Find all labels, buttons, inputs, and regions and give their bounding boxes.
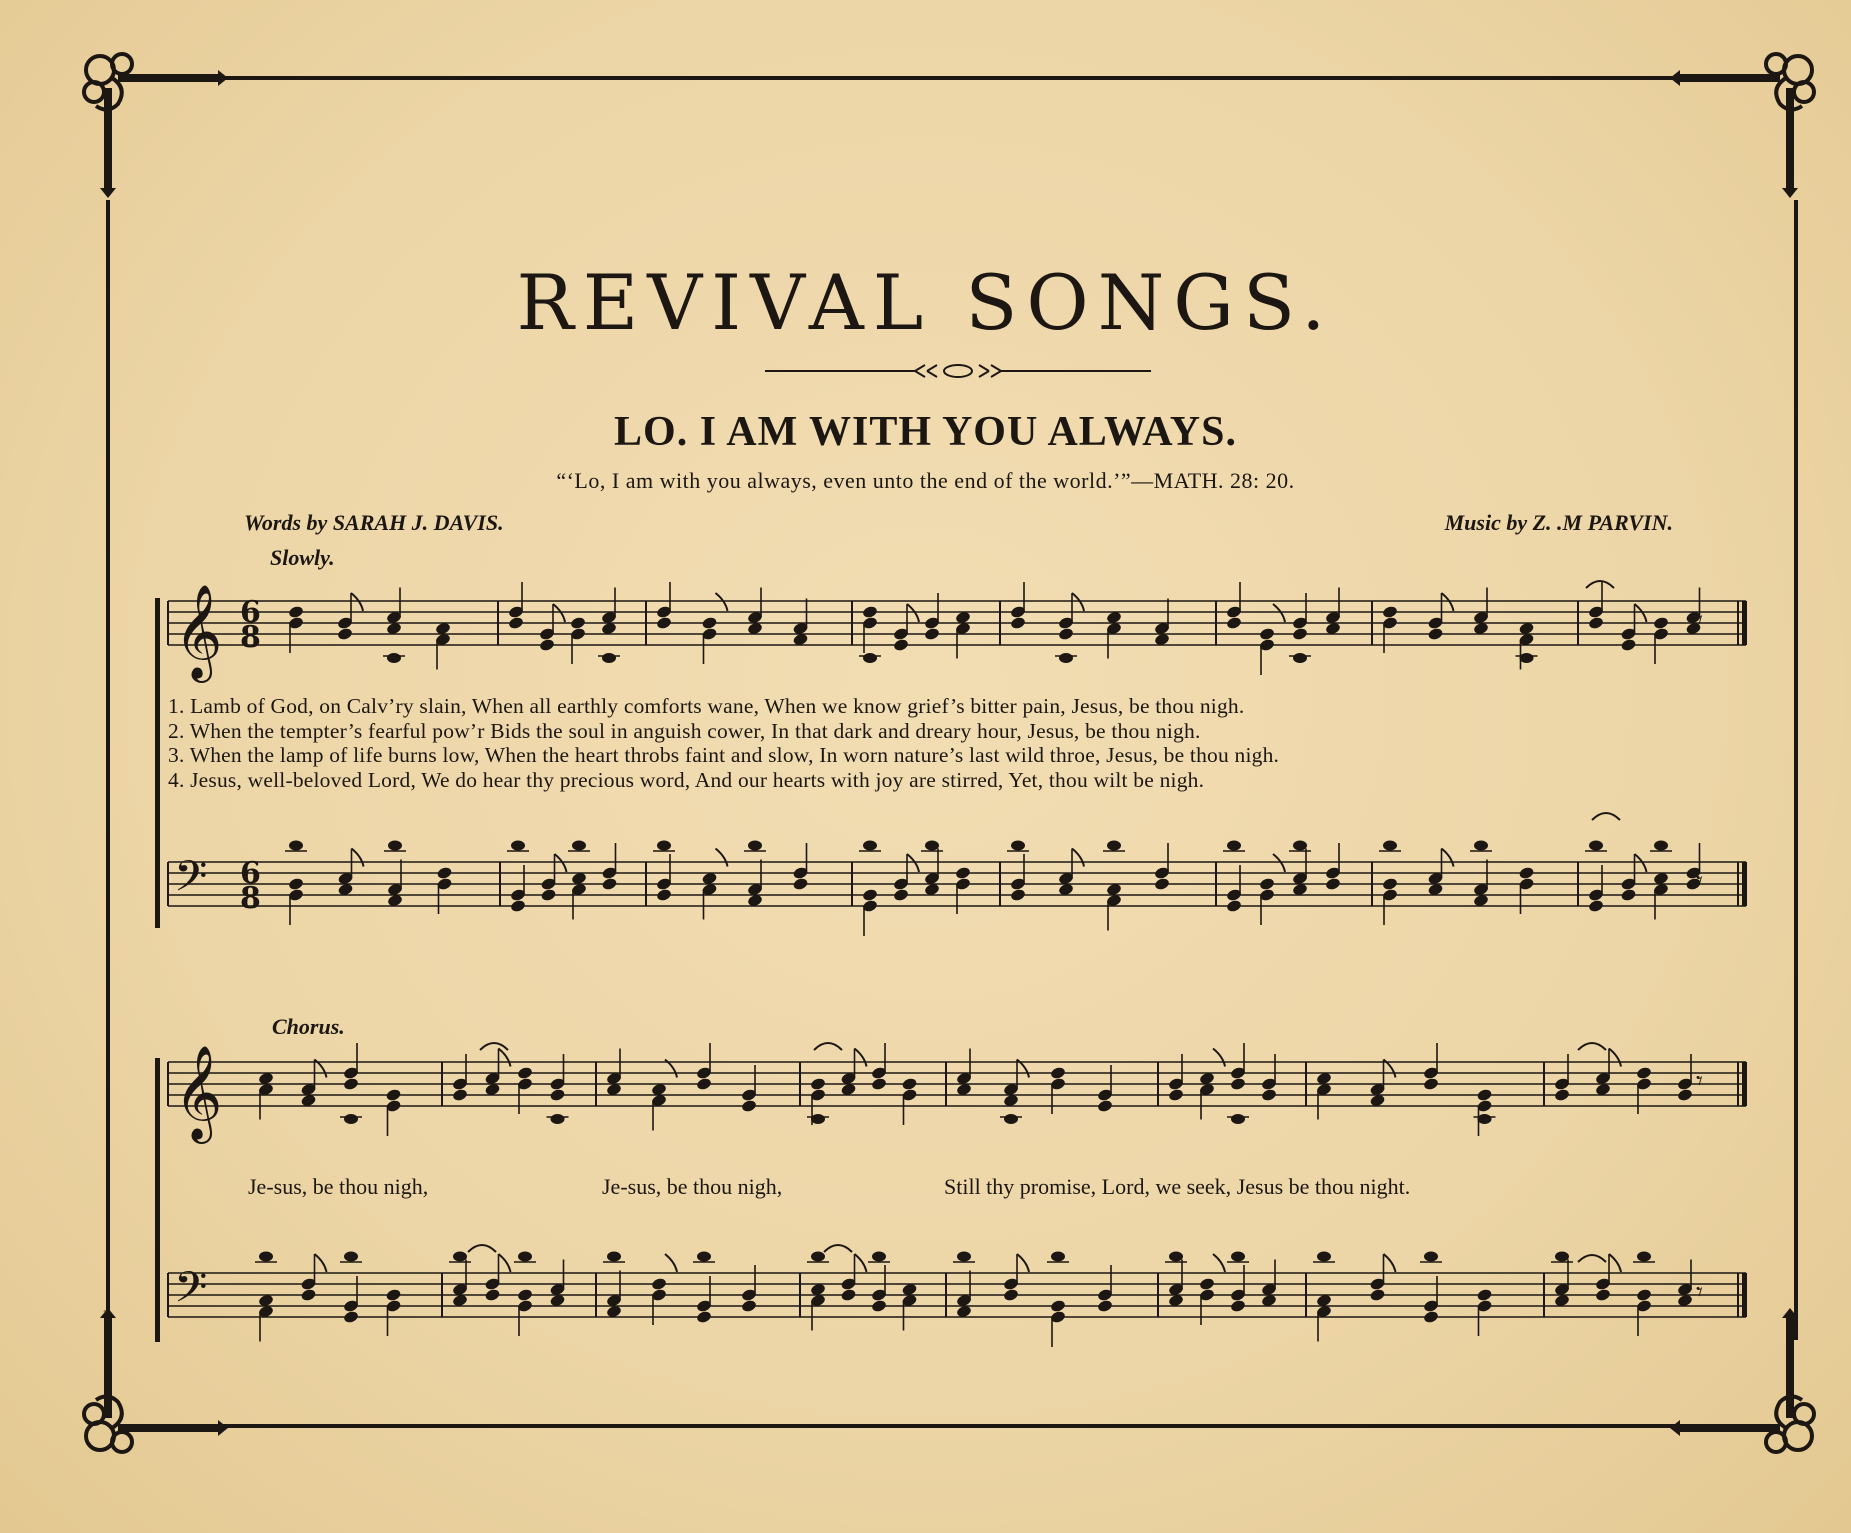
- final-barline: [1742, 1273, 1747, 1317]
- fermata-icon: [480, 1043, 508, 1050]
- book-title: REVIVAL SONGS.: [516, 258, 1335, 347]
- note-head: [871, 1077, 888, 1091]
- time-signature-denominator: 8: [240, 881, 261, 916]
- note-head: [924, 627, 941, 641]
- note-head: [387, 653, 401, 663]
- note-head: [811, 1252, 825, 1262]
- fermata-icon: [1578, 1043, 1606, 1050]
- note-head: [1382, 877, 1399, 891]
- note-head: [337, 627, 354, 641]
- note-head: [1292, 627, 1309, 641]
- note-head: [656, 888, 673, 902]
- hymn-title: LO. I AM WITH YOU ALWAYS.: [614, 409, 1237, 455]
- note-head: [1293, 653, 1307, 663]
- note-flag: [553, 604, 565, 622]
- note-head: [259, 1252, 273, 1262]
- note-head: [510, 899, 527, 913]
- note-head: [748, 841, 762, 851]
- note-flag: [499, 1049, 511, 1067]
- note-flag: [1635, 854, 1647, 872]
- note-flag: [1635, 604, 1647, 622]
- note-head: [701, 616, 718, 630]
- note-head: [1637, 1252, 1651, 1262]
- note-head: [651, 1277, 668, 1291]
- note-flag: [1273, 604, 1285, 622]
- note-head: [1383, 841, 1397, 851]
- note-head: [1620, 638, 1637, 652]
- time-signature-numerator: 6: [240, 595, 261, 630]
- tempo-marking: Slowly.: [270, 545, 335, 570]
- note-head: [792, 877, 809, 891]
- note-head: [385, 1088, 402, 1102]
- note-head: [811, 1114, 825, 1124]
- note-head: [1226, 899, 1243, 913]
- note-head: [1677, 1088, 1694, 1102]
- treble-clef-icon: 𝄞: [174, 1045, 223, 1140]
- note-head: [901, 1077, 918, 1091]
- note-flag: [1609, 1254, 1621, 1272]
- chorus-lyric: Je-sus, be thou nigh,: [602, 1174, 783, 1199]
- note-head: [549, 1088, 566, 1102]
- note-head: [1051, 1252, 1065, 1262]
- note-head: [1259, 627, 1276, 641]
- note-head: [863, 653, 877, 663]
- note-head: [511, 841, 525, 851]
- note-flag: [1213, 1049, 1225, 1067]
- note-head: [1293, 841, 1307, 851]
- note-head: [1423, 1310, 1440, 1324]
- note-flag: [1442, 849, 1454, 867]
- note-head: [1555, 1252, 1569, 1262]
- chorus-label: Chorus.: [272, 1014, 345, 1039]
- note-head: [602, 653, 616, 663]
- note-flag: [1273, 854, 1285, 872]
- note-head: [1595, 1288, 1612, 1302]
- note-head: [1107, 841, 1121, 851]
- note-head: [436, 866, 453, 880]
- final-barline: [1742, 862, 1747, 906]
- final-barline: [1742, 1062, 1747, 1106]
- treble-clef-icon: 𝄞: [174, 584, 223, 679]
- note-head: [484, 1288, 501, 1302]
- note-head: [1097, 1099, 1114, 1113]
- note-head: [343, 1310, 360, 1324]
- note-head: [1325, 877, 1342, 891]
- note-flag: [1072, 849, 1084, 867]
- note-head: [1653, 616, 1670, 630]
- note-head: [1620, 888, 1637, 902]
- eighth-rest-icon: 𝄾: [1696, 1066, 1703, 1097]
- note-head: [1230, 1299, 1247, 1313]
- note-head: [1168, 1088, 1185, 1102]
- verse-line: 2. When the tempter’s fearful pow’r Bids the soul in anguish cower, In that dark and dreary hour, Jesus, be thou nigh.: [168, 718, 1201, 743]
- note-head: [1059, 653, 1073, 663]
- note-flag: [665, 1254, 677, 1272]
- note-head: [344, 1252, 358, 1262]
- note-flag: [907, 604, 919, 622]
- note-flag: [352, 849, 364, 867]
- note-head: [862, 888, 879, 902]
- note-head: [551, 1114, 565, 1124]
- note-flag: [1017, 1254, 1029, 1272]
- verse-line: 4. Jesus, well-beloved Lord, We do hear thy precious word, And our hearts with joy are stirred, Yet, thou wilt be nigh.: [168, 767, 1205, 792]
- note-flag: [1442, 593, 1454, 611]
- note-head: [893, 638, 910, 652]
- note-head: [1231, 1114, 1245, 1124]
- eighth-rest-icon: 𝄾: [1696, 1277, 1703, 1308]
- note-flag: [716, 593, 728, 611]
- note-head: [1654, 841, 1668, 851]
- system-bracket: [155, 598, 160, 928]
- note-head: [840, 1288, 857, 1302]
- note-head: [385, 1288, 402, 1302]
- note-head: [607, 1252, 621, 1262]
- fermata-icon: [1592, 813, 1620, 820]
- note-head: [539, 638, 556, 652]
- note-head: [452, 1088, 469, 1102]
- note-flag: [555, 854, 567, 872]
- note-head: [1259, 877, 1276, 891]
- note-flag: [1072, 593, 1084, 611]
- fermata-icon: [824, 1245, 852, 1252]
- note-head: [696, 1077, 713, 1091]
- note-head: [1478, 1114, 1492, 1124]
- note-head: [893, 888, 910, 902]
- note-head: [1520, 653, 1534, 663]
- note-flag: [1213, 1254, 1225, 1272]
- fermata-icon: [1578, 1255, 1606, 1262]
- note-head: [697, 1252, 711, 1262]
- note-head: [1230, 1077, 1247, 1091]
- eighth-rest-icon: 𝄾: [1696, 866, 1703, 897]
- time-signature-denominator: 8: [240, 620, 261, 655]
- note-head: [300, 1288, 317, 1302]
- note-head: [1011, 841, 1025, 851]
- note-head: [656, 616, 673, 630]
- note-flag: [315, 1254, 327, 1272]
- note-head: [1010, 616, 1027, 630]
- note-head: [957, 1252, 971, 1262]
- note-head: [872, 1252, 886, 1262]
- note-flag: [499, 1254, 511, 1272]
- note-head: [288, 605, 305, 619]
- music-credit: Music by Z. .M PARVIN.: [1444, 510, 1673, 535]
- note-flag: [351, 593, 363, 611]
- final-barline: [1742, 601, 1747, 645]
- note-head: [1004, 1114, 1018, 1124]
- page-number: 3: [103, 1307, 109, 1321]
- note-head: [955, 866, 972, 880]
- words-credit: Words by SARAH J. DAVIS.: [244, 510, 504, 535]
- note-head: [508, 616, 525, 630]
- note-head: [1588, 899, 1605, 913]
- note-head: [696, 1310, 713, 1324]
- note-head: [601, 877, 618, 891]
- note-head: [863, 841, 877, 851]
- note-flag: [716, 849, 728, 867]
- verse-line: 1. Lamb of God, on Calv’ry slain, When all earthly comforts wane, When we know grief’s bitter pain, Jesus, be thou nigh.: [168, 694, 1245, 718]
- note-flag: [1609, 1049, 1621, 1067]
- note-head: [517, 1288, 534, 1302]
- note-head: [288, 877, 305, 891]
- note-head: [1058, 627, 1075, 641]
- note-head: [741, 1299, 758, 1313]
- note-head: [289, 841, 303, 851]
- note-head: [741, 1099, 758, 1113]
- note-head: [1554, 1088, 1571, 1102]
- note-head: [572, 841, 586, 851]
- note-head: [1050, 1066, 1067, 1080]
- note-head: [1226, 616, 1243, 630]
- note-head: [1589, 841, 1603, 851]
- note-head: [1424, 1252, 1438, 1262]
- note-head: [570, 616, 587, 630]
- note-head: [344, 1114, 358, 1124]
- note-head: [1382, 605, 1399, 619]
- time-signature-numerator: 6: [240, 856, 261, 891]
- note-head: [862, 605, 879, 619]
- note-head: [1476, 1288, 1493, 1302]
- fermata-icon: [1586, 581, 1614, 588]
- note-head: [871, 1299, 888, 1313]
- fermata-icon: [468, 1245, 496, 1252]
- scripture-epigraph: “‘Lo, I am with you always, even unto the end of the world.’”—MATH. 28: 20.: [556, 468, 1295, 493]
- note-flag: [855, 1254, 867, 1272]
- chorus-lyric: Je-sus, be thou nigh,: [248, 1174, 429, 1199]
- note-head: [1423, 1077, 1440, 1091]
- note-head: [1231, 1252, 1245, 1262]
- note-head: [1369, 1288, 1386, 1302]
- note-head: [1199, 1277, 1216, 1291]
- chorus-lyric: Still thy promise, Lord, we seek, Jesus be thou night.: [944, 1174, 1411, 1199]
- note-head: [1476, 1088, 1493, 1102]
- note-head: [1588, 616, 1605, 630]
- bass-clef-icon: 𝄢: [174, 852, 208, 912]
- eighth-rest-icon: 𝄾: [1696, 605, 1703, 636]
- note-head: [1261, 1088, 1278, 1102]
- note-head: [1518, 866, 1535, 880]
- note-head: [1169, 1252, 1183, 1262]
- note-head: [1227, 841, 1241, 851]
- note-head: [343, 1077, 360, 1091]
- verse-line: 3. When the lamp of life burns low, When the heart throbs faint and slow, In worn nature’s last wild throe, Jesus, be thou nigh.: [168, 743, 1280, 767]
- fermata-icon: [814, 1043, 842, 1050]
- note-head: [1154, 877, 1171, 891]
- note-head: [517, 1066, 534, 1080]
- note-head: [925, 841, 939, 851]
- system-bracket: [155, 1058, 160, 1342]
- note-head: [518, 1252, 532, 1262]
- note-head: [1317, 1252, 1331, 1262]
- note-flag: [1384, 1254, 1396, 1272]
- note-head: [657, 841, 671, 851]
- note-head: [453, 1252, 467, 1262]
- note-flag: [855, 1049, 867, 1067]
- note-head: [388, 841, 402, 851]
- note-head: [1097, 1299, 1114, 1313]
- note-head: [1003, 1288, 1020, 1302]
- note-head: [1636, 1066, 1653, 1080]
- note-head: [810, 1077, 827, 1091]
- note-head: [540, 888, 557, 902]
- note-flag: [907, 854, 919, 872]
- bass-clef-icon: 𝄢: [174, 1263, 208, 1323]
- note-head: [1636, 1288, 1653, 1302]
- note-head: [1474, 841, 1488, 851]
- note-head: [1427, 627, 1444, 641]
- note-head: [1050, 1299, 1067, 1313]
- note-head: [1010, 888, 1027, 902]
